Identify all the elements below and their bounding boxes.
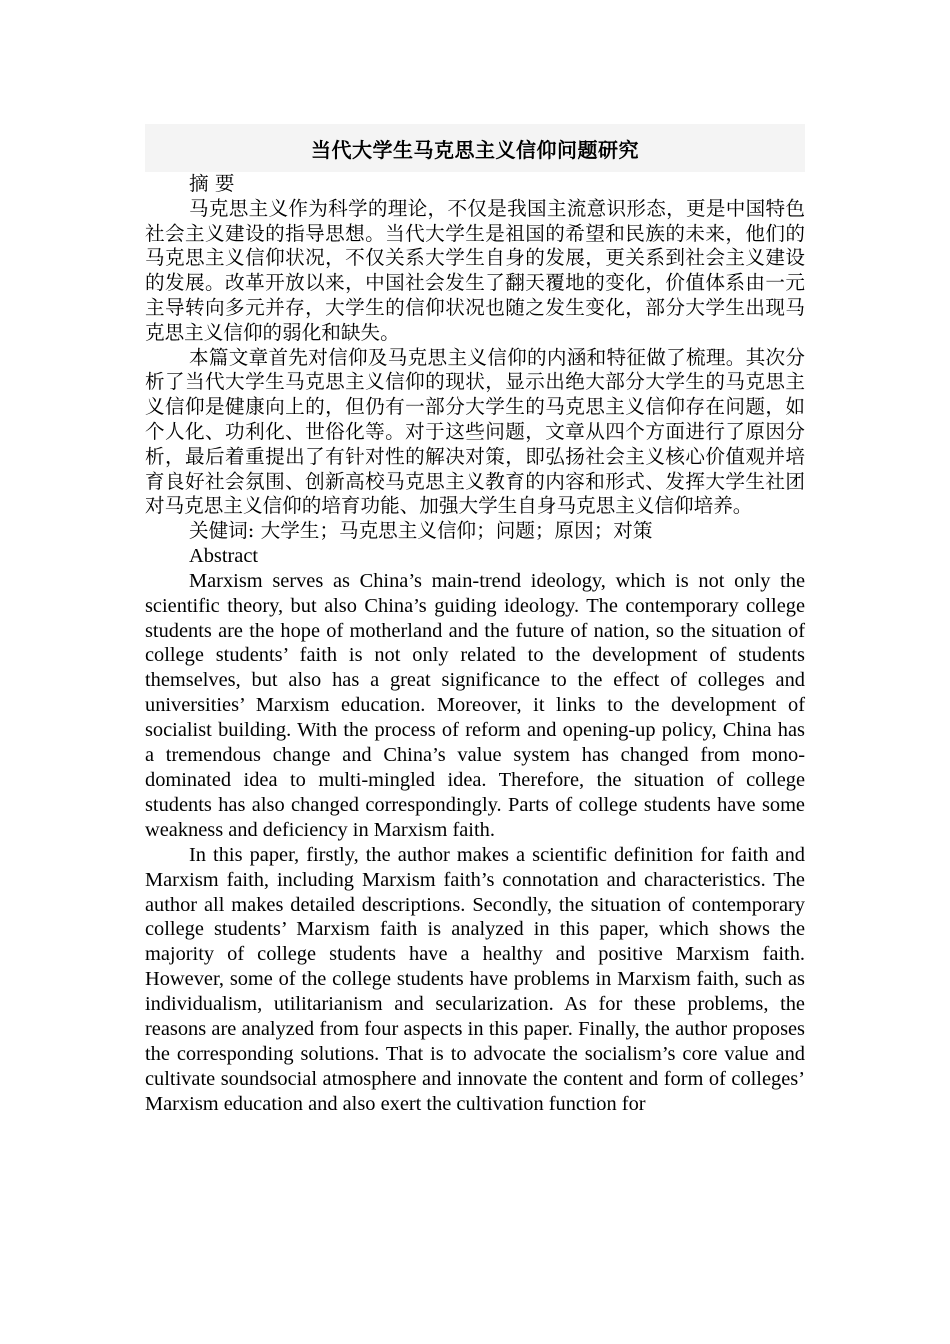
abstract-cn-paragraph-1: 马克思主义作为科学的理论，不仅是我国主流意识形态，更是中国特色社会主义建设的指导思想。当代大学生是祖国的希望和民族的未来，他们的马克思主义信仰状况，不仅关系大学生自身的发展，更关系到社会主义建设的发展。改革开放以来，中国社会发生了翻天覆地的变化，价值体系由一元主导转向多元并存，大学生的信仰状况也随之发生变化，部分大学生出现马克思主义信仰的弱化和缺失。 [145, 196, 805, 344]
abstract-cn-paragraph-2: 本篇文章首先对信仰及马克思主义信仰的内涵和特征做了梳理。其次分析了当代大学生马克思主义信仰的现状，显示出绝大部分大学生的马克思主义信仰是健康向上的，但仍有一部分大学生的马克思主义信仰存在问题，如个人化、功利化、世俗化等。对于这些问题，文章从四个方面进行了原因分析，最后着重提出了有针对性的解决对策，即弘扬社会主义核心价值观并培育良好社会氛围、创新高校马克思主义教育的内容和形式、发挥大学生社团对马克思主义信仰的培育功能、加强大学生自身马克思主义信仰培养。 [145, 345, 805, 518]
abstract-cn-heading: 摘 要 [189, 172, 235, 195]
document-page [145, 124, 805, 1117]
abstract-en-heading: Abstract [189, 544, 259, 567]
abstract-en-paragraph-1: Marxism serves as China’s main-trend ideology, which is not only the scientific theory, but also China’s guiding ideology. The contemporary college students are the hope of motherland and the future of nation, so the situation of college students’ faith is not only related to the development of students themselves, but also has a great significance to the effect of colleges and universities’ Marxism education. Moreover, it links to the development of socialist building. With the process of reform and opening-up policy, China has a tremendous change and China’s value system has changed from mono-dominated idea to multi-mingled idea. Therefore, the situation of college students has also changed correspondingly. Parts of college students have some weakness and deficiency in Marxism faith. [145, 569, 805, 841]
document-title: 当代大学生马克思主义信仰问题研究 [145, 124, 805, 172]
keywords-cn: 关健词: 大学生；马克思主义信仰；问题；原因；对策 [189, 519, 653, 543]
abstract-en-paragraph-2: In this paper, firstly, the author makes a scientific definition for faith and Marxism faith, including Marxism faith’s connotation and characteristics. The author all makes detailed descriptions. Secondly, the situation of contemporary college students’ Marxism faith is analyzed in this paper, which shows the majority of college students have a healthy and positive Marxism faith. However, some of the college students have problems in Marxism faith, such as individualism, utilitarianism and secularization. As for these problems, the reasons are analyzed from four aspects in this paper. Finally, the author proposes the corresponding solutions. That is to advocate the socialism’s core value and cultivate soundsocial atmosphere and innovate the content and form of colleges’ Marxism education and also exert the cultivation function for [145, 843, 805, 1115]
